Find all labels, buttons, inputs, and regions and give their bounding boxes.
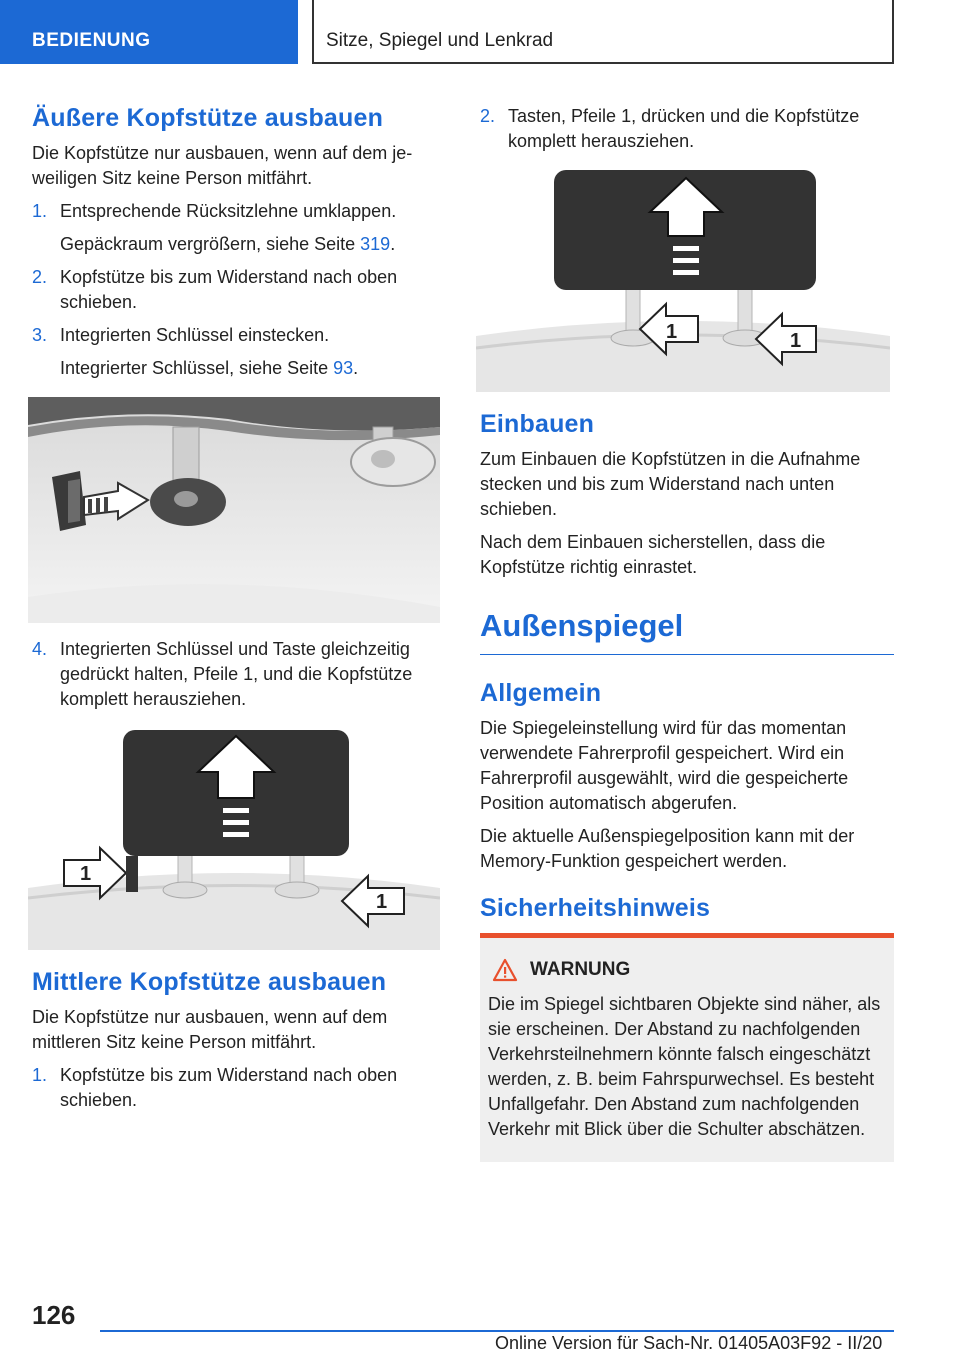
warning-text: Die im Spiegel sichtbaren Objekte sind näher, als sie erscheinen. Der Abstand zu nachfolgenden Verkehrsteilnehmern könnte falsch eingeschätzt werden, z. B. beim Fahrspurwechsel. Es besteht Unfallgefahr. Den Abstand zum nachfolgenden Verkehr mit Blick über die Schulter abschätzen. — [488, 994, 881, 1139]
chapter-header — [312, 0, 894, 64]
step-text: Kopfstütze bis zum Widerstand nach oben schieben. — [60, 1065, 398, 1110]
allgemein-text-1: Die Spiegeleinstellung wird für das momentan verwendete Fahrerprofil gespeichert. Wird ein Fahrerprofil ausgewählt, wird die gespeicherte Position automatisch abgerufen. — [480, 718, 849, 813]
allgemein-text-2: Die aktuelle Außenspiegelposition kann mit der Memory-Funktion gespeichert werden. — [480, 826, 855, 871]
page-number: 126 — [32, 1300, 76, 1330]
outer-step-4 — [32, 637, 444, 712]
footer-version: Online Version für Sach-Nr. 01405A03F92 - II/20 — [495, 1333, 883, 1353]
note-suffix: . — [390, 234, 396, 254]
einbauen-text-2: Nach dem Einbauen sicherstellen, dass die Kopfstütze richtig einrastet. — [480, 532, 826, 577]
middle-headrest-title: Mittlere Kopfstütze ausbauen — [32, 968, 387, 996]
outer-headrest-title: Äußere Kopfstütze ausbauen — [32, 104, 384, 132]
warning-triangle-icon — [492, 958, 518, 982]
middle-headrest-intro: Die Kopfstütze nur ausbauen, wenn auf dem mittleren Sitz keine Person mitfährt. — [32, 1007, 388, 1052]
middle-step-2 — [480, 104, 894, 154]
step-text: Kopfstütze bis zum Widerstand nach oben schieben. — [60, 267, 398, 312]
einbauen-title: Einbauen — [480, 410, 595, 438]
outer-step-3-note — [32, 356, 444, 381]
headrest-removal-illustration-right — [476, 166, 890, 392]
chapter-title: Sitze, Spiegel und Lenkrad — [326, 30, 554, 51]
arrow-label: 1 — [80, 863, 92, 885]
outer-step-2 — [32, 265, 444, 315]
allgemein-title: Allgemein — [480, 679, 602, 707]
headrest-removal-illustration-left — [28, 728, 440, 950]
note-text: Gepäckraum vergrößern, siehe Seite — [60, 234, 361, 254]
step-number: 2. — [480, 106, 496, 126]
arrow-label: 1 — [376, 891, 388, 913]
right-column — [480, 104, 894, 1162]
page-link-319[interactable]: 319 — [360, 234, 391, 254]
arrow-label: 1 — [666, 321, 678, 343]
key-insert-illustration — [28, 397, 440, 623]
step-number: 1. — [32, 1065, 48, 1085]
step-text: Tasten, Pfeile 1, drücken und die Kopfstütze komplett herausziehen. — [508, 106, 860, 151]
warning-label: WARNUNG — [530, 959, 631, 980]
middle-step-1 — [32, 1063, 444, 1113]
arrow-label: 1 — [790, 330, 802, 352]
step-text: Entsprechende Rücksitzlehne umklappen. — [60, 201, 397, 221]
note-text: Integrierter Schlüssel, siehe Seite — [60, 358, 334, 378]
step-number: 4. — [32, 639, 48, 659]
outer-step-1-note — [32, 232, 444, 257]
step-number: 3. — [32, 325, 48, 345]
note-suffix: . — [353, 358, 359, 378]
page-link-93[interactable]: 93 — [333, 358, 354, 378]
outer-step-3 — [32, 323, 444, 348]
einbauen-text-1: Zum Einbauen die Kopfstützen in die Aufnahme stecken und bis zum Widerstand nach unten schieben. — [480, 449, 861, 519]
left-column — [32, 104, 444, 1121]
step-text: Integrierten Schlüssel und Taste gleichzeitig gedrückt halten, Pfeile 1, und die Kopfstütze komplett herausziehen. — [60, 639, 413, 709]
section-tab — [0, 0, 298, 64]
step-text: Integrierten Schlüssel einstecken. — [60, 325, 330, 345]
outer-headrest-intro: Die Kopfstütze nur ausbauen, wenn auf dem jeweiligen Sitz keine Person mitfährt. — [32, 143, 413, 188]
section-label: BEDIENUNG — [32, 30, 151, 51]
warning-header — [488, 958, 886, 982]
mirror-section-title: Außenspiegel — [480, 608, 894, 655]
step-number: 2. — [32, 267, 48, 287]
safety-title: Sicherheitshinweis — [480, 894, 711, 922]
step-number: 1. — [32, 201, 48, 221]
warning-box — [480, 933, 894, 1162]
footer-divider — [100, 1330, 894, 1332]
outer-step-1 — [32, 199, 444, 224]
